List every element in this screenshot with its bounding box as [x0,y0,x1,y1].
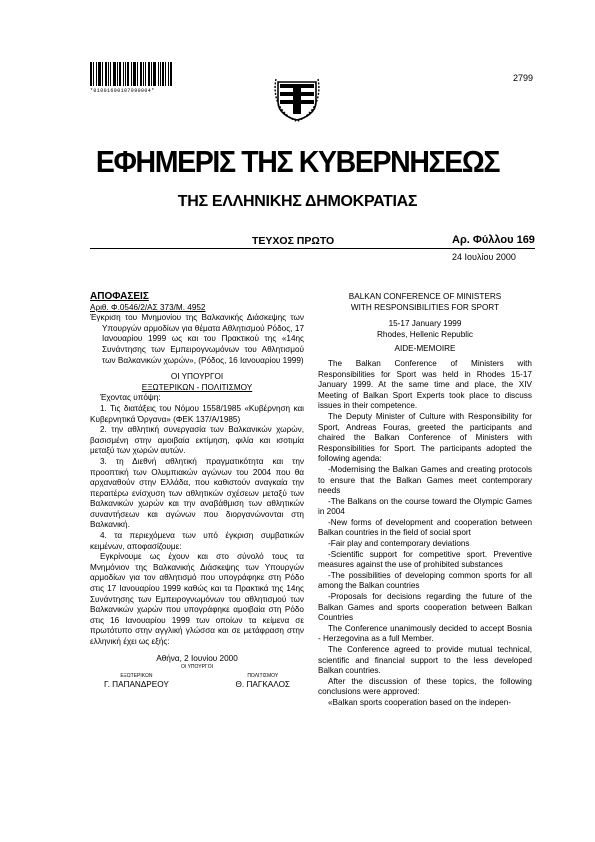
paragraph: The Balkan Conference of Ministers with Responsibilities for Sport was held in Rhodes 15-17 January 1999. At the same time and place, the XIV Meeting of Balkan Sport Experts took place to discuss issues in their competence. [318,358,532,411]
decision-title: Έγκριση του Μνημονίου της Βαλκανικής Διάσκεψης των Υπουργών αρμοδίων για θέματα Αθλητισμού Ρόδος, 17 Ιανουαρίου 1999 ως και του Πρακτικού της «14ης Συνάντησης των Εμπειρογνωμόνων του Αθλητισμού των Βαλκανικών χωρών», (Ρόδος, 16 Ιανουαρίου 1999) [90,313,304,365]
issue-date: 24 Ιουλίου 2000 [452,252,516,262]
conference-title-line2: WITH RESPONSIBILITIES FOR SPORT [350,302,500,312]
section-heading: ΑΠΟΦΑΣΕΙΣ [90,291,149,302]
document-title: AIDE-MEMOIRE [394,344,456,354]
page-number: 2799 [513,73,534,83]
agenda-item: -New forms of development and cooperation between Balkan countries in the field of social sport [318,517,532,538]
barcode [90,62,182,86]
barcode-number: *01001690107990004* [90,88,155,94]
conference-place: Rhodes, Hellenic Republic [376,329,474,339]
consideration-4: 4. τα περιεχόμενα των υπό έγκριση συμβατικών κειμένων, αποφασίζουμε: [90,531,304,551]
gazette-subtitle: ΤΗΣ ΕΛΛΗΝΙΚΗΣ ΔΗΜΟΚΡΑΤΙΑΣ [177,193,418,210]
paragraph: The Conference unanimously decided to accept Bosnia - Herzegovina as a full Member. [318,623,532,644]
agenda-item: -Fair play and contemporary deviations [328,539,470,549]
minister-title: ΠΟΛΙΤΙΣΜΟΥ [247,673,279,680]
agenda-item: -Scientific support for competitive sport. Preventive measures against the use of prohibited substances [318,549,532,570]
paragraph: After the discussion of these topics, the following conclusions were approved: [318,676,532,697]
sheet-number: Αρ. Φύλλου 169 [452,234,535,246]
agenda-item: -The possibilities of developing common sports for all among the Balkan countries [318,570,532,591]
header-rule [90,248,535,249]
consideration-1: 1. Τις διατάξεις του Νόμου 1558/1985 «Κυβέρνηση και Κυβερνητικά Όργανα» (ΦΕΚ 137/Α/1985) [90,403,304,424]
signatures [90,673,304,691]
paragraph: The Deputy Minister of Culture with Responsibility for Sport, Andreas Fouras, greeted the participants and chaired the Balkan Conference of Ministers with Responsibilities for Sport. The participants adopted the following agenda: [318,411,532,464]
consideration-3: 3. τη Διεθνή αθλητική πραγματικότητα και την προοπτική των Ολυμπιακών αγώνων του 2004 που θα αρχαναθούν στην Ελλάδα, που καθιστούν αναγκαία την περαιτέρω ενίσχυση των αθλητικών σχέσεων μεταξύ των Βαλκανικών χωρών και την αναβάθμιση των αθλητικών συναντήσεων και αγώνων που διοργανώνονται στη Βαλκανική. [90,456,304,530]
conference-title-line1: BALKAN CONFERENCE OF MINISTERS [348,292,502,301]
paragraph: The Conference agreed to provide mutual technical, scientific and financial support to the less developed Balkan countries. [318,645,532,676]
signature-foreign-affairs [104,673,169,691]
gazette-title: ΕΦΗΜΕΡΙΣ ΤΗΣ ΚΥΒΕΡΝΗΣΕΩΣ [95,144,500,179]
minister-name: Γ. ΠΑΠΑΝΔΡΕΟΥ [104,680,169,690]
ministries-heading: ΕΞΩΤΕΡΙΚΩΝ - ΠΟΛΙΤΙΣΜΟΥ [141,382,253,392]
signing-ministers: ΟΙ ΥΠΟΥΡΓΟΙ [181,664,213,671]
signature-culture [236,673,290,691]
right-column [318,292,532,709]
decision-reference: Αριθ. Φ.0546/2/ΑΣ 373/Μ. 4952 [90,302,206,312]
agenda-item: -The Balkans on the course toward the Olympic Games in 2004 [318,496,532,517]
decision-text: Εγκρίνουμε ως έχουν και στο σύνολό τους τα Μνημόνιον της Βαλκανικής Διάσκεψης των Υπουργών αρμοδίων για τον αθλητισμό που υπογράφηκε στη Ρόδο στις 17 Ιανουαρίου 1999 καθώς και τα Πρακτικά της 14ης Συνάντησης των Εμπειρογνωμόνων του αθλητισμού των Βαλκανικών χωρών που υπογράφηκε αμοιβαία στη Ρόδο στις 16 Ιανουαρίου 1999 των οποίων τα κείμενα σε πρωτότυπο στην αγγλική γλώσσα και σε μετάφραση στην ελληνική έχει ως εξής: [90,552,304,646]
agenda-item: -Modernising the Balkan Games and creating protocols to ensure that the Balkan Games meet contemporary needs [318,464,532,496]
conference-dates: 15-17 January 1999 [388,319,462,329]
minister-title: ΕΞΩΤΕΡΙΚΩΝ [120,673,153,680]
paragraph: «Balkan sports cooperation based on the indepen- [328,697,511,707]
consideration-2: 2. την αθλητική συνεργασία των Βαλκανικών χωρών, βασισμένη στην αμοιβαία εκτίμηση, φιλία και ισοτιμία μεταξύ των χωρών αυτών. [90,425,304,456]
agenda-item: -Proposals for decisions regarding the future of the Balkan Games and sports cooperation between Balkan Countries [318,592,532,623]
ministers-heading: ΟΙ ΥΠΟΥΡΓΟΙ [170,372,224,382]
left-column [90,292,304,691]
minister-name: Θ. ΠΑΓΚΑΛΟΣ [235,680,290,690]
considering-label: Έχοντας υπόψη: [100,393,161,403]
issue-label: ΤΕΥΧΟΣ ΠΡΩΤΟ [252,235,335,247]
coat-of-arms-icon [274,76,320,122]
signing-date: Αθήνα, 2 Ιουνίου 2000 [156,653,238,663]
